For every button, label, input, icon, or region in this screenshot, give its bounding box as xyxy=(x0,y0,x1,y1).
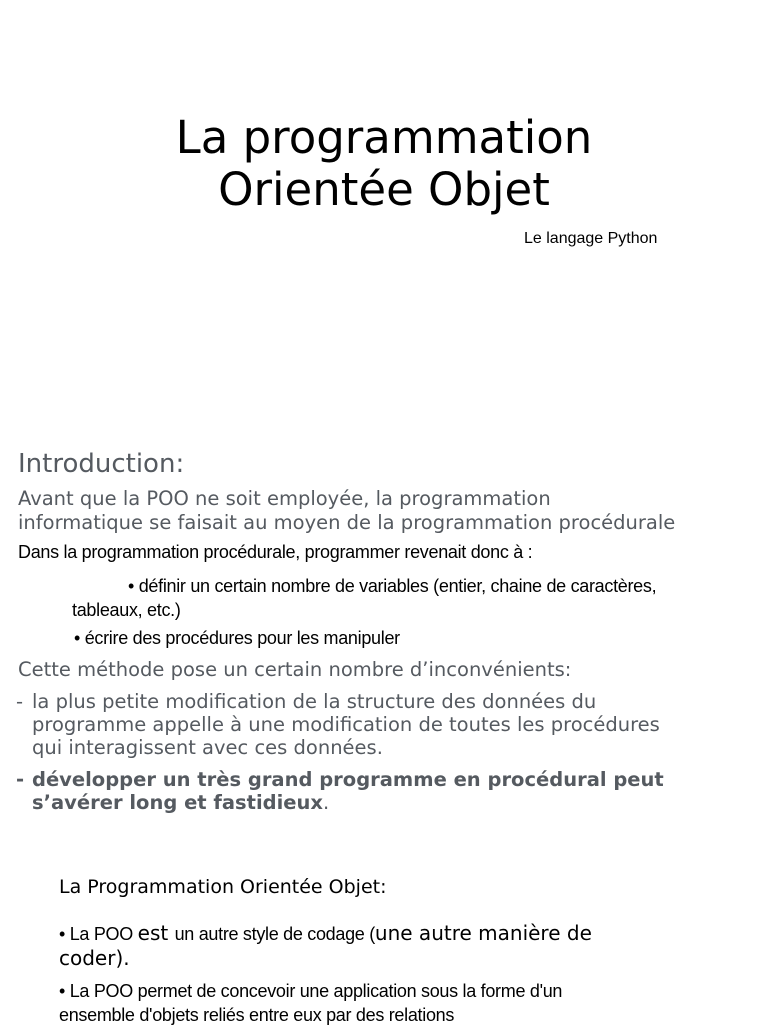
dash-marker: - xyxy=(16,768,25,791)
poo-b1-part-3: un autre style de codage ( xyxy=(174,924,375,944)
poo-b1-line-2: coder). xyxy=(59,946,130,970)
slide-subtitle: Le langage Python xyxy=(524,230,658,247)
drawback-1-line-1: la plus petite modification de la structure des données du xyxy=(32,690,597,713)
poo-b1-part-4: une autre manière de xyxy=(374,921,592,945)
bullet-variables xyxy=(72,574,762,622)
poo-b1-part-2: est xyxy=(137,921,175,945)
title-line-1: La programmation xyxy=(175,111,593,164)
bullet-variables-line-1: • définir un certain nombre de variables (entier, chaine de caractères, xyxy=(128,576,657,596)
drawback-2-line-1: développer un très grand programme en procédural peut xyxy=(32,768,664,791)
poo-bullet-1 xyxy=(59,921,759,970)
intro-paragraph-line-1: Avant que la POO ne soit employée, la programmation xyxy=(18,487,551,510)
slide-title xyxy=(0,112,768,216)
poo-b2-line-2: ensemble d'objets reliés entre eux par des relations xyxy=(59,1005,455,1025)
drawback-1-line-3: qui interagissent avec ces données. xyxy=(32,736,383,759)
procedural-paragraph: Dans la programmation procédurale, programmer revenait donc à : xyxy=(18,542,533,562)
bullet-variables-line-2: tableaux, etc.) xyxy=(72,600,181,620)
intro-paragraph-line-2: informatique se faisait au moyen de la programmation procédurale xyxy=(18,511,676,534)
drawback-item-1 xyxy=(16,690,756,759)
drawback-2-tail: . xyxy=(323,791,330,814)
drawbacks-paragraph: Cette méthode pose un certain nombre d’inconvénients: xyxy=(18,658,572,681)
drawback-item-2 xyxy=(16,768,756,814)
poo-b2-line-1: • La POO permet de concevoir une application sous la forme d'un xyxy=(59,981,563,1001)
poo-bullet-2 xyxy=(59,979,759,1027)
title-line-2: Orientée Objet xyxy=(218,163,550,216)
poo-heading: La Programmation Orientée Objet: xyxy=(59,876,387,898)
bullet-procedures: • écrire des procédures pour les manipuler xyxy=(74,628,400,648)
drawback-1-line-2: programme appelle à une modification de toutes les procédures xyxy=(32,713,660,736)
introduction-heading: Introduction: xyxy=(18,449,185,479)
drawback-2-line-2: s’avérer long et fastidieux xyxy=(32,791,323,814)
poo-b1-part-1: • La POO xyxy=(59,924,138,944)
dash-marker: - xyxy=(16,690,24,713)
intro-paragraph xyxy=(18,487,763,535)
